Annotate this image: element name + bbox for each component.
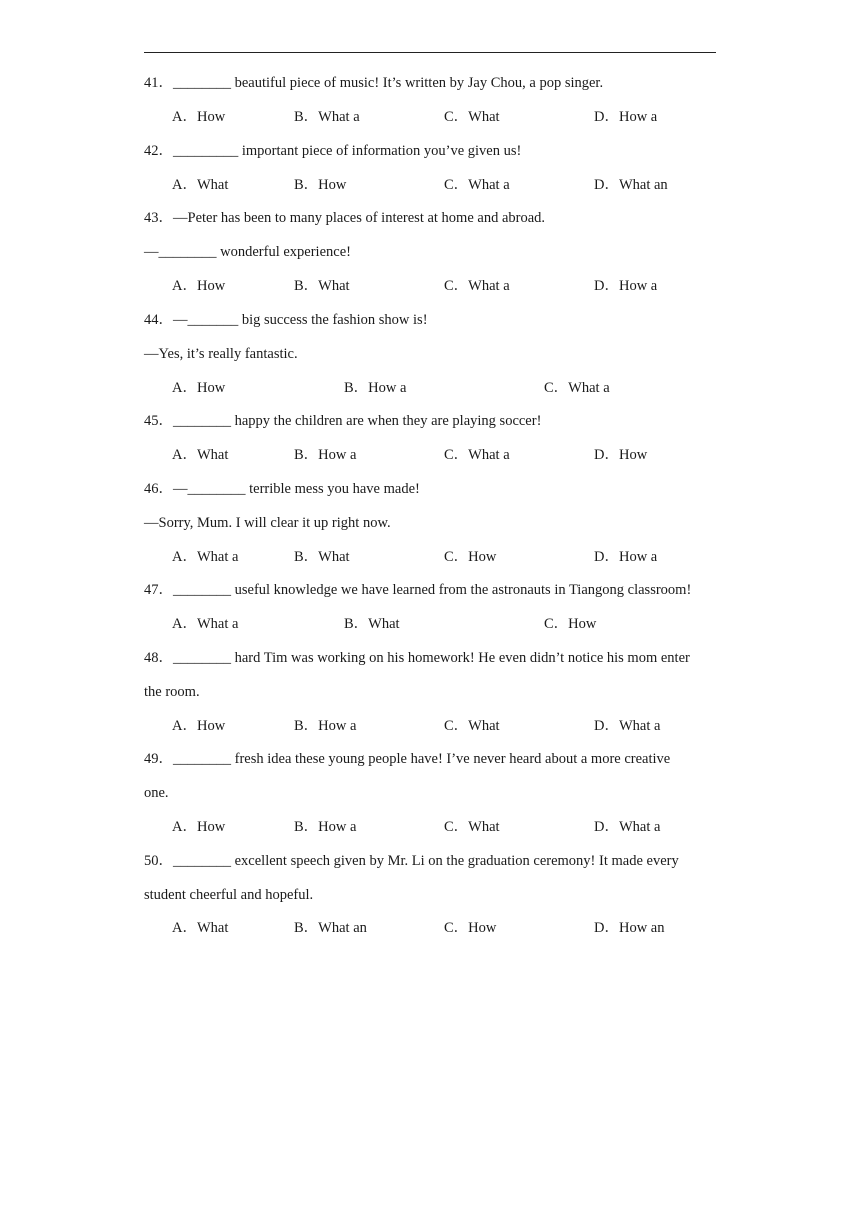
q42-option-c: C．What a <box>444 177 510 193</box>
q43-option-c: C．What a <box>444 278 510 294</box>
q41-option-c: C．What <box>444 109 500 125</box>
q41-option-d: D．How a <box>594 109 658 125</box>
question-48-text-cont: the room. <box>144 684 200 700</box>
q43-option-b: B．What <box>294 278 350 294</box>
q47-option-a: A．What a <box>172 616 239 632</box>
q44-option-c: C．What a <box>544 380 610 396</box>
q41-option-b: B．What a <box>294 109 360 125</box>
q48-option-a: A．How <box>172 718 226 734</box>
q50-option-c: C．How <box>444 920 497 936</box>
q45-option-a: A．What <box>172 447 229 463</box>
q48-option-c: C．What <box>444 718 500 734</box>
q49-option-d: D．What a <box>594 819 661 835</box>
q44-option-a: A．How <box>172 380 226 396</box>
q46-option-b: B．What <box>294 549 350 565</box>
header-rule <box>144 52 716 53</box>
q46-option-c: C．How <box>444 549 497 565</box>
question-50-text-cont: student cheerful and hopeful. <box>144 887 314 903</box>
q50-option-a: A．What <box>172 920 229 936</box>
q49-option-c: C．What <box>444 819 500 835</box>
q49-option-b: B．How a <box>294 819 357 835</box>
question-46-reply: —Sorry, Mum. I will clear it up right now. <box>144 515 391 531</box>
question-44-reply: —Yes, it’s really fantastic. <box>144 346 298 362</box>
q43-option-a: A．How <box>172 278 226 294</box>
question-46-text: 46．—________ terrible mess you have made! <box>144 481 420 497</box>
question-50-text: 50．________ excellent speech given by Mr. Li on the graduation ceremony! It made every <box>144 853 679 869</box>
q47-option-c: C．How <box>544 616 597 632</box>
question-49-text: 49．________ fresh idea these young people have! I’ve never heard about a more creative <box>144 751 671 767</box>
q47-option-b: B．What <box>344 616 400 632</box>
q46-option-d: D．How a <box>594 549 658 565</box>
q45-option-d: D．How <box>594 447 648 463</box>
question-43-text: 43．—Peter has been to many places of interest at home and abroad. <box>144 210 546 226</box>
q44-option-b: B．How a <box>344 380 407 396</box>
q42-option-a: A．What <box>172 177 229 193</box>
question-49-text-cont: one. <box>144 785 169 801</box>
question-47-text: 47．________ useful knowledge we have learned from the astronauts in Tiangong classroom! <box>144 582 692 598</box>
q45-option-c: C．What a <box>444 447 510 463</box>
question-43-reply: —________ wonderful experience! <box>144 244 351 260</box>
q48-option-d: D．What a <box>594 718 661 734</box>
question-48-text: 48．________ hard Tim was working on his homework! He even didn’t notice his mom enter <box>144 650 690 666</box>
q46-option-a: A．What a <box>172 549 239 565</box>
q50-option-b: B．What an <box>294 920 367 936</box>
question-41-text: 41．________ beautiful piece of music! It’s written by Jay Chou, a pop singer. <box>144 75 604 91</box>
q42-option-b: B．How <box>294 177 347 193</box>
question-44-text: 44．—_______ big success the fashion show is! <box>144 312 428 328</box>
q50-option-d: D．How an <box>594 920 665 936</box>
q45-option-b: B．How a <box>294 447 357 463</box>
q43-option-d: D．How a <box>594 278 658 294</box>
question-45-text: 45．________ happy the children are when they are playing soccer! <box>144 413 542 429</box>
q41-option-a: A．How <box>172 109 226 125</box>
question-42-text: 42．_________ important piece of information you’ve given us! <box>144 143 522 159</box>
q48-option-b: B．How a <box>294 718 357 734</box>
q42-option-d: D．What an <box>594 177 668 193</box>
q49-option-a: A．How <box>172 819 226 835</box>
